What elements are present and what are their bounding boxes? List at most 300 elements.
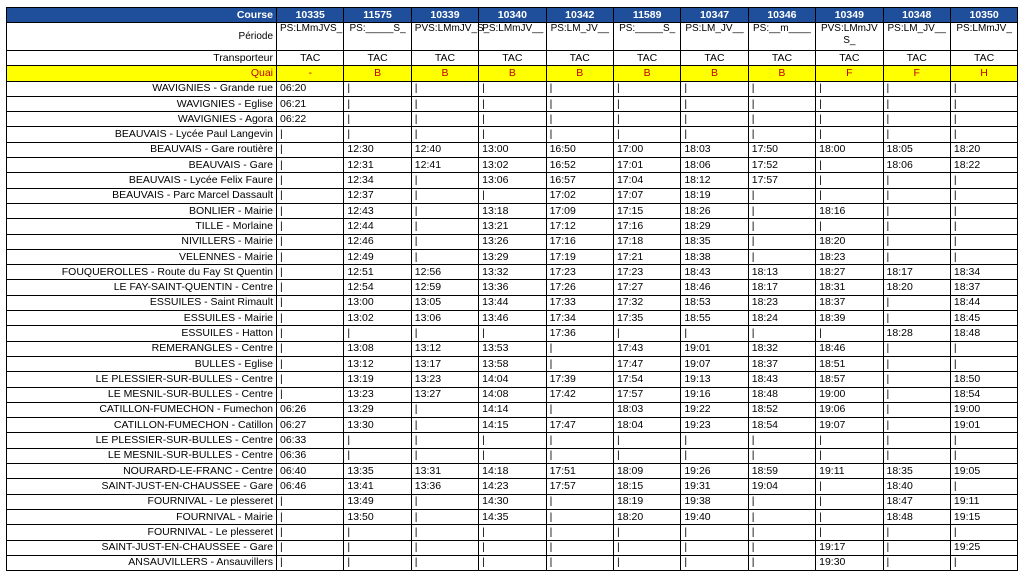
- stop-row: [7, 433, 1018, 448]
- departure-time: 12:44: [344, 219, 411, 234]
- quai-value: B: [681, 66, 748, 81]
- stop-name: LE MESNIL-SUR-BULLES - Centre: [7, 448, 277, 463]
- transporteur-value: TAC: [411, 51, 478, 66]
- pass-marker: |: [950, 96, 1017, 111]
- transporteur-value: TAC: [546, 51, 613, 66]
- departure-time: 17:19: [546, 249, 613, 264]
- quai-value: -: [277, 66, 344, 81]
- pass-marker: |: [277, 372, 344, 387]
- departure-time: 14:04: [479, 372, 546, 387]
- pass-marker: |: [816, 219, 883, 234]
- pass-marker: |: [816, 127, 883, 142]
- stop-row: [7, 234, 1018, 249]
- departure-time: 17:57: [748, 173, 815, 188]
- stop-row: [7, 142, 1018, 157]
- pass-marker: |: [411, 326, 478, 341]
- pass-marker: |: [883, 219, 950, 234]
- pass-marker: |: [950, 81, 1017, 96]
- pass-marker: |: [613, 326, 680, 341]
- pass-marker: |: [950, 341, 1017, 356]
- pass-marker: |: [816, 494, 883, 509]
- departure-time: 18:12: [681, 173, 748, 188]
- departure-time: 18:57: [816, 372, 883, 387]
- departure-time: 19:00: [950, 402, 1017, 417]
- timetable-body: [7, 8, 1018, 571]
- course-number: 10350: [950, 8, 1017, 23]
- pass-marker: |: [277, 249, 344, 264]
- departure-time: 13:19: [344, 372, 411, 387]
- departure-time: 18:22: [950, 158, 1017, 173]
- pass-marker: |: [277, 341, 344, 356]
- periode-code: PS:LMmJVS_: [277, 23, 344, 51]
- pass-marker: |: [277, 356, 344, 371]
- stop-name: NIVILLERS - Mairie: [7, 234, 277, 249]
- departure-time: 17:57: [613, 387, 680, 402]
- pass-marker: |: [748, 249, 815, 264]
- pass-marker: |: [816, 112, 883, 127]
- departure-time: 14:35: [479, 509, 546, 524]
- pass-marker: |: [816, 326, 883, 341]
- stop-name: FOURNIVAL - Le plesseret: [7, 494, 277, 509]
- pass-marker: |: [344, 112, 411, 127]
- pass-marker: |: [883, 127, 950, 142]
- departure-time: 13:02: [479, 158, 546, 173]
- pass-marker: |: [344, 433, 411, 448]
- pass-marker: |: [344, 127, 411, 142]
- stop-name: BULLES - Eglise: [7, 356, 277, 371]
- stop-row: [7, 158, 1018, 173]
- transporteur-value: TAC: [277, 51, 344, 66]
- course-number: 11589: [613, 8, 680, 23]
- pass-marker: |: [411, 418, 478, 433]
- pass-marker: |: [546, 555, 613, 570]
- pass-marker: |: [277, 280, 344, 295]
- departure-time: 12:46: [344, 234, 411, 249]
- departure-time: 18:00: [816, 142, 883, 157]
- pass-marker: |: [816, 173, 883, 188]
- departure-time: 12:37: [344, 188, 411, 203]
- departure-time: 17:34: [546, 311, 613, 326]
- departure-time: 13:02: [344, 311, 411, 326]
- pass-marker: |: [748, 433, 815, 448]
- departure-time: 17:04: [613, 173, 680, 188]
- departure-time: 13:05: [411, 295, 478, 310]
- departure-time: 12:31: [344, 158, 411, 173]
- pass-marker: |: [883, 234, 950, 249]
- pass-marker: |: [681, 81, 748, 96]
- pass-marker: |: [816, 188, 883, 203]
- departure-time: 06:27: [277, 418, 344, 433]
- departure-time: 17:00: [613, 142, 680, 157]
- quai-value: B: [344, 66, 411, 81]
- departure-time: 17:42: [546, 387, 613, 402]
- periode-code: PVS:LMmJV S_: [816, 23, 883, 51]
- pass-marker: |: [479, 326, 546, 341]
- departure-time: 17:18: [613, 234, 680, 249]
- departure-time: 18:17: [748, 280, 815, 295]
- departure-time: 17:26: [546, 280, 613, 295]
- pass-marker: |: [816, 433, 883, 448]
- pass-marker: |: [681, 540, 748, 555]
- pass-marker: |: [950, 112, 1017, 127]
- departure-time: 13:50: [344, 509, 411, 524]
- pass-marker: |: [748, 234, 815, 249]
- departure-time: 19:13: [681, 372, 748, 387]
- departure-time: 12:40: [411, 142, 478, 157]
- departure-time: 12:59: [411, 280, 478, 295]
- pass-marker: |: [950, 448, 1017, 463]
- pass-marker: |: [950, 219, 1017, 234]
- departure-time: 19:16: [681, 387, 748, 402]
- stop-name: ESSUILES - Mairie: [7, 311, 277, 326]
- departure-time: 19:31: [681, 479, 748, 494]
- pass-marker: |: [546, 433, 613, 448]
- departure-time: 18:15: [613, 479, 680, 494]
- stop-name: BEAUVAIS - Gare routière: [7, 142, 277, 157]
- pass-marker: |: [681, 112, 748, 127]
- departure-time: 13:21: [479, 219, 546, 234]
- departure-time: 18:05: [883, 142, 950, 157]
- stop-name: CATILLON-FUMECHON - Fumechon: [7, 402, 277, 417]
- departure-time: 13:36: [479, 280, 546, 295]
- stop-name: WAVIGNIES - Agora: [7, 112, 277, 127]
- departure-time: 13:00: [344, 295, 411, 310]
- pass-marker: |: [748, 188, 815, 203]
- pass-marker: |: [748, 326, 815, 341]
- pass-marker: |: [277, 540, 344, 555]
- transporteur-label: Transporteur: [7, 51, 277, 66]
- departure-time: 17:47: [546, 418, 613, 433]
- pass-marker: |: [748, 525, 815, 540]
- departure-time: 14:30: [479, 494, 546, 509]
- departure-time: 13:08: [344, 341, 411, 356]
- departure-time: 14:08: [479, 387, 546, 402]
- departure-time: 17:43: [613, 341, 680, 356]
- departure-time: 18:40: [883, 479, 950, 494]
- departure-time: 13:36: [411, 479, 478, 494]
- stop-row: [7, 448, 1018, 463]
- departure-time: 17:16: [613, 219, 680, 234]
- pass-marker: |: [277, 219, 344, 234]
- pass-marker: |: [344, 448, 411, 463]
- departure-time: 17:21: [613, 249, 680, 264]
- stop-name: BONLIER - Mairie: [7, 203, 277, 218]
- departure-time: 18:35: [883, 464, 950, 479]
- departure-time: 18:54: [950, 387, 1017, 402]
- pass-marker: |: [883, 311, 950, 326]
- pass-marker: |: [546, 494, 613, 509]
- pass-marker: |: [479, 112, 546, 127]
- stop-row: [7, 173, 1018, 188]
- stop-name: WAVIGNIES - Eglise: [7, 96, 277, 111]
- periode-code: PS:LM_JV__: [883, 23, 950, 51]
- periode-code: PS:LM_JV__: [546, 23, 613, 51]
- departure-time: 18:06: [883, 158, 950, 173]
- transporteur-value: TAC: [816, 51, 883, 66]
- stop-name: FOURNIVAL - Mairie: [7, 509, 277, 524]
- pass-marker: |: [479, 433, 546, 448]
- pass-marker: |: [883, 112, 950, 127]
- course-number: 10342: [546, 8, 613, 23]
- pass-marker: |: [748, 494, 815, 509]
- departure-time: 13:26: [479, 234, 546, 249]
- departure-time: 19:26: [681, 464, 748, 479]
- departure-time: 17:36: [546, 326, 613, 341]
- stop-name: LE PLESSIER-SUR-BULLES - Centre: [7, 433, 277, 448]
- stop-row: [7, 525, 1018, 540]
- departure-time: 16:50: [546, 142, 613, 157]
- periode-code: PS:LM_JV__: [681, 23, 748, 51]
- departure-time: 18:03: [613, 402, 680, 417]
- pass-marker: |: [883, 356, 950, 371]
- departure-time: 18:43: [681, 265, 748, 280]
- departure-time: 18:38: [681, 249, 748, 264]
- pass-marker: |: [479, 127, 546, 142]
- stop-name: LE FAY-SAINT-QUENTIN - Centre: [7, 280, 277, 295]
- pass-marker: |: [277, 525, 344, 540]
- transporteur-value: TAC: [479, 51, 546, 66]
- pass-marker: |: [816, 96, 883, 111]
- stop-row: [7, 81, 1018, 96]
- pass-marker: |: [816, 479, 883, 494]
- pass-marker: |: [883, 188, 950, 203]
- departure-time: 13:30: [344, 418, 411, 433]
- pass-marker: |: [883, 448, 950, 463]
- departure-time: 17:02: [546, 188, 613, 203]
- pass-marker: |: [681, 448, 748, 463]
- pass-marker: |: [950, 203, 1017, 218]
- departure-time: 16:52: [546, 158, 613, 173]
- pass-marker: |: [681, 326, 748, 341]
- departure-time: 12:51: [344, 265, 411, 280]
- departure-time: 17:39: [546, 372, 613, 387]
- pass-marker: |: [950, 433, 1017, 448]
- pass-marker: |: [613, 112, 680, 127]
- departure-time: 18:19: [681, 188, 748, 203]
- pass-marker: |: [883, 418, 950, 433]
- pass-marker: |: [546, 540, 613, 555]
- periode-code: PVS:LMmJV_S_: [411, 23, 478, 51]
- pass-marker: |: [816, 509, 883, 524]
- pass-marker: |: [883, 433, 950, 448]
- pass-marker: |: [546, 356, 613, 371]
- pass-marker: |: [277, 173, 344, 188]
- pass-marker: |: [479, 540, 546, 555]
- stop-row: [7, 509, 1018, 524]
- course-number: 10348: [883, 8, 950, 23]
- departure-time: 06:22: [277, 112, 344, 127]
- pass-marker: |: [613, 525, 680, 540]
- stop-name: BEAUVAIS - Lycée Paul Langevin: [7, 127, 277, 142]
- departure-time: 17:23: [546, 265, 613, 280]
- pass-marker: |: [883, 249, 950, 264]
- departure-time: 13:31: [411, 464, 478, 479]
- pass-marker: |: [883, 540, 950, 555]
- departure-time: 17:52: [748, 158, 815, 173]
- departure-time: 17:47: [613, 356, 680, 371]
- periode-code: PS:__m____: [748, 23, 815, 51]
- stop-name: WAVIGNIES - Grande rue: [7, 81, 277, 96]
- quai-value: H: [950, 66, 1017, 81]
- stop-name: BEAUVAIS - Gare: [7, 158, 277, 173]
- stop-name: FOUQUEROLLES - Route du Fay St Quentin: [7, 265, 277, 280]
- pass-marker: |: [546, 81, 613, 96]
- pass-marker: |: [479, 81, 546, 96]
- departure-time: 06:20: [277, 81, 344, 96]
- departure-time: 13:29: [479, 249, 546, 264]
- departure-time: 13:23: [344, 387, 411, 402]
- departure-time: 18:23: [816, 249, 883, 264]
- pass-marker: |: [816, 525, 883, 540]
- stop-name: BEAUVAIS - Parc Marcel Dassault: [7, 188, 277, 203]
- pass-marker: |: [883, 203, 950, 218]
- pass-marker: |: [411, 249, 478, 264]
- pass-marker: |: [411, 127, 478, 142]
- transporteur-value: TAC: [950, 51, 1017, 66]
- departure-time: 17:32: [613, 295, 680, 310]
- departure-time: 14:15: [479, 418, 546, 433]
- pass-marker: |: [411, 219, 478, 234]
- departure-time: 17:50: [748, 142, 815, 157]
- pass-marker: |: [411, 112, 478, 127]
- departure-time: 18:51: [816, 356, 883, 371]
- departure-time: 18:53: [681, 295, 748, 310]
- quai-value: B: [479, 66, 546, 81]
- departure-time: 13:53: [479, 341, 546, 356]
- stop-name: NOURARD-LE-FRANC - Centre: [7, 464, 277, 479]
- pass-marker: |: [883, 555, 950, 570]
- stop-row: [7, 249, 1018, 264]
- departure-time: 18:13: [748, 265, 815, 280]
- pass-marker: |: [883, 173, 950, 188]
- departure-time: 19:23: [681, 418, 748, 433]
- pass-marker: |: [748, 555, 815, 570]
- pass-marker: |: [613, 81, 680, 96]
- course-row: [7, 8, 1018, 23]
- pass-marker: |: [277, 311, 344, 326]
- stop-name: BEAUVAIS - Lycée Felix Faure: [7, 173, 277, 188]
- pass-marker: |: [546, 341, 613, 356]
- departure-time: 18:50: [950, 372, 1017, 387]
- departure-time: 19:38: [681, 494, 748, 509]
- pass-marker: |: [411, 188, 478, 203]
- departure-time: 18:47: [883, 494, 950, 509]
- pass-marker: |: [277, 387, 344, 402]
- departure-time: 19:01: [950, 418, 1017, 433]
- pass-marker: |: [344, 96, 411, 111]
- departure-time: 19:17: [816, 540, 883, 555]
- stop-row: [7, 203, 1018, 218]
- departure-time: 17:07: [613, 188, 680, 203]
- departure-time: 13:49: [344, 494, 411, 509]
- stop-row: [7, 112, 1018, 127]
- departure-time: 19:11: [816, 464, 883, 479]
- periode-row: [7, 23, 1018, 51]
- departure-time: 13:23: [411, 372, 478, 387]
- departure-time: 06:26: [277, 402, 344, 417]
- pass-marker: |: [748, 127, 815, 142]
- departure-time: 16:57: [546, 173, 613, 188]
- stop-row: [7, 387, 1018, 402]
- departure-time: 18:09: [613, 464, 680, 479]
- pass-marker: |: [681, 96, 748, 111]
- periode-label: Période: [7, 23, 277, 51]
- departure-time: 18:43: [748, 372, 815, 387]
- pass-marker: |: [277, 203, 344, 218]
- departure-time: 18:20: [883, 280, 950, 295]
- stop-name: ESSUILES - Hatton: [7, 326, 277, 341]
- pass-marker: |: [344, 81, 411, 96]
- pass-marker: |: [748, 540, 815, 555]
- departure-time: 12:56: [411, 265, 478, 280]
- pass-marker: |: [411, 173, 478, 188]
- pass-marker: |: [950, 234, 1017, 249]
- pass-marker: |: [411, 540, 478, 555]
- departure-time: 18:46: [681, 280, 748, 295]
- departure-time: 18:17: [883, 265, 950, 280]
- departure-time: 17:16: [546, 234, 613, 249]
- departure-time: 13:46: [479, 311, 546, 326]
- departure-time: 12:43: [344, 203, 411, 218]
- pass-marker: |: [546, 525, 613, 540]
- pass-marker: |: [479, 188, 546, 203]
- departure-time: 17:09: [546, 203, 613, 218]
- pass-marker: |: [748, 219, 815, 234]
- departure-time: 18:23: [748, 295, 815, 310]
- stop-row: [7, 356, 1018, 371]
- stop-row: [7, 494, 1018, 509]
- pass-marker: |: [411, 81, 478, 96]
- departure-time: 17:35: [613, 311, 680, 326]
- departure-time: 19:04: [748, 479, 815, 494]
- pass-marker: |: [816, 448, 883, 463]
- course-label: Course: [7, 8, 277, 23]
- pass-marker: |: [411, 203, 478, 218]
- stop-row: [7, 479, 1018, 494]
- pass-marker: |: [277, 326, 344, 341]
- departure-time: 19:25: [950, 540, 1017, 555]
- quai-value: B: [613, 66, 680, 81]
- pass-marker: |: [546, 448, 613, 463]
- pass-marker: |: [546, 96, 613, 111]
- course-number: 10335: [277, 8, 344, 23]
- departure-time: 17:15: [613, 203, 680, 218]
- transporteur-value: TAC: [883, 51, 950, 66]
- pass-marker: |: [344, 525, 411, 540]
- pass-marker: |: [950, 479, 1017, 494]
- pass-marker: |: [613, 96, 680, 111]
- stop-name: SAINT-JUST-EN-CHAUSSEE - Gare: [7, 540, 277, 555]
- pass-marker: |: [950, 249, 1017, 264]
- departure-time: 18:55: [681, 311, 748, 326]
- stop-row: [7, 311, 1018, 326]
- quai-value: F: [883, 66, 950, 81]
- departure-time: 13:17: [411, 356, 478, 371]
- departure-time: 18:28: [883, 326, 950, 341]
- stop-name: LE PLESSIER-SUR-BULLES - Centre: [7, 372, 277, 387]
- stop-row: [7, 96, 1018, 111]
- stop-name: LE MESNIL-SUR-BULLES - Centre: [7, 387, 277, 402]
- departure-time: 18:52: [748, 402, 815, 417]
- pass-marker: |: [277, 265, 344, 280]
- departure-time: 13:06: [479, 173, 546, 188]
- pass-marker: |: [411, 234, 478, 249]
- course-number: 10347: [681, 8, 748, 23]
- departure-time: 19:05: [950, 464, 1017, 479]
- departure-time: 18:37: [816, 295, 883, 310]
- departure-time: 17:51: [546, 464, 613, 479]
- departure-time: 18:48: [950, 326, 1017, 341]
